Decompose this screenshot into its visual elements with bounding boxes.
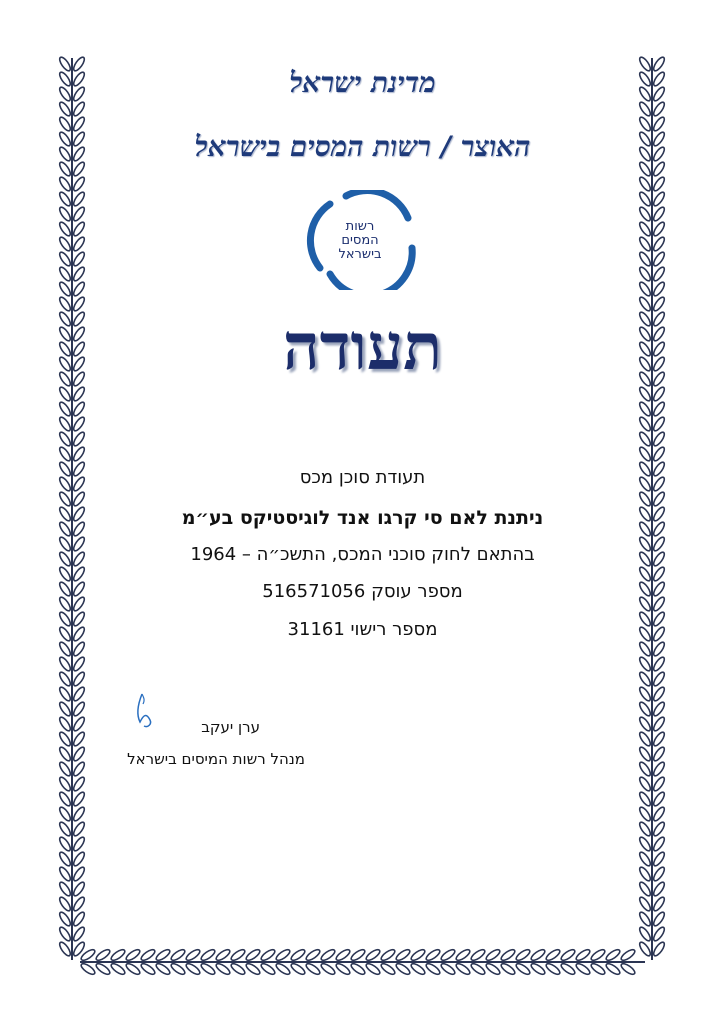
laurel-leaf [72, 416, 86, 433]
laurel-leaf [652, 671, 666, 688]
laurel-leaf [72, 881, 86, 898]
laurel-leaf [485, 948, 502, 962]
laurel-leaf [620, 962, 637, 976]
laurel-leaf [72, 386, 86, 403]
laurel-leaf [58, 401, 72, 418]
laurel-leaf [215, 948, 232, 962]
laurel-leaf [500, 962, 517, 976]
signature [130, 690, 160, 730]
laurel-leaf [275, 962, 292, 976]
laurel-leaf [95, 962, 112, 976]
laurel-leaf [638, 446, 652, 463]
laurel-leaf [638, 761, 652, 778]
laurel-leaf [425, 962, 442, 976]
laurel-leaf [620, 948, 637, 962]
laurel-leaf [260, 948, 277, 962]
laurel-leaf [638, 221, 652, 238]
laurel-leaf [530, 962, 547, 976]
laurel-leaf [58, 671, 72, 688]
laurel-leaf [652, 281, 666, 298]
laurel-leaf [440, 962, 457, 976]
laurel-leaf [652, 176, 666, 193]
logo-line-1: רשות [345, 219, 375, 234]
laurel-leaf [72, 926, 86, 943]
laurel-leaf [652, 101, 666, 118]
laurel-leaf [58, 491, 72, 508]
laurel-leaf [58, 761, 72, 778]
laurel-leaf [58, 911, 72, 928]
laurel-leaf [72, 176, 86, 193]
laurel-leaf [638, 281, 652, 298]
laurel-leaf [638, 866, 652, 883]
logo-text [320, 220, 400, 262]
laurel-leaf [140, 948, 157, 962]
laurel-leaf [72, 746, 86, 763]
laurel-leaf [58, 836, 72, 853]
laurel-leaf [652, 776, 666, 793]
laurel-leaf [380, 948, 397, 962]
laurel-leaf [638, 686, 652, 703]
laurel-leaf [395, 962, 412, 976]
laurel-leaf [185, 948, 202, 962]
business-number-line: מספר עוסק 516571056 [262, 581, 463, 602]
laurel-leaf [72, 401, 86, 418]
laurel-leaf [395, 948, 412, 962]
bottom-laurel-vine [80, 948, 645, 976]
laurel-leaf [638, 851, 652, 868]
laurel-leaf [170, 948, 187, 962]
laurel-leaf [72, 896, 86, 913]
laurel-leaf [638, 641, 652, 658]
laurel-leaf [125, 948, 142, 962]
laurel-leaf [260, 962, 277, 976]
laurel-leaf [605, 962, 622, 976]
laurel-leaf [652, 206, 666, 223]
laurel-leaf [72, 566, 86, 583]
laurel-leaf [58, 716, 72, 733]
laurel-leaf [652, 446, 666, 463]
laurel-leaf [638, 911, 652, 928]
laurel-leaf [58, 806, 72, 823]
laurel-leaf [72, 656, 86, 673]
laurel-leaf [652, 491, 666, 508]
laurel-leaf [652, 746, 666, 763]
laurel-leaf [638, 416, 652, 433]
laurel-leaf [638, 791, 652, 808]
laurel-leaf [335, 948, 352, 962]
laurel-leaf [638, 266, 652, 283]
laurel-leaf [652, 806, 666, 823]
laurel-leaf [652, 656, 666, 673]
certificate-title: תעודה [282, 310, 443, 385]
laurel-leaf [58, 266, 72, 283]
laurel-leaf [200, 948, 217, 962]
laurel-leaf [58, 731, 72, 748]
laurel-leaf [652, 761, 666, 778]
laurel-leaf [638, 836, 652, 853]
laurel-leaf [58, 926, 72, 943]
laurel-leaf [72, 821, 86, 838]
laurel-leaf [290, 962, 307, 976]
laurel-leaf [638, 176, 652, 193]
laurel-leaf [140, 962, 157, 976]
laurel-leaf [590, 962, 607, 976]
laurel-leaf [72, 791, 86, 808]
laurel-leaf [652, 716, 666, 733]
laurel-leaf [638, 881, 652, 898]
certificate-type: תעודת סוכן מכס [299, 467, 426, 488]
laurel-leaf [72, 266, 86, 283]
laurel-leaf [72, 221, 86, 238]
laurel-leaf [638, 821, 652, 838]
laurel-leaf [72, 206, 86, 223]
laurel-leaf [638, 206, 652, 223]
laurel-leaf [638, 386, 652, 403]
laurel-leaf [200, 962, 217, 976]
laurel-leaf [560, 948, 577, 962]
laurel-leaf [470, 962, 487, 976]
laurel-leaf [72, 701, 86, 718]
laurel-leaf [455, 962, 472, 976]
laurel-leaf [350, 962, 367, 976]
laurel-leaf [58, 881, 72, 898]
laurel-leaf [515, 948, 532, 962]
laurel-leaf [638, 101, 652, 118]
laurel-leaf [72, 446, 86, 463]
laurel-leaf [58, 221, 72, 238]
laurel-leaf [230, 962, 247, 976]
laurel-leaf [58, 101, 72, 118]
laurel-leaf [58, 821, 72, 838]
laurel-leaf [58, 941, 72, 958]
laurel-leaf [72, 806, 86, 823]
laurel-leaf [638, 191, 652, 208]
laurel-leaf [72, 836, 86, 853]
laurel-leaf [58, 896, 72, 913]
laurel-leaf [230, 948, 247, 962]
laurel-leaf [638, 776, 652, 793]
laurel-leaf [58, 701, 72, 718]
laurel-leaf [410, 948, 427, 962]
laurel-leaf [638, 566, 652, 583]
laurel-leaf [72, 236, 86, 253]
laurel-leaf [58, 431, 72, 448]
legal-basis-line: בהתאם לחוק סוכני המכס, התשכ״ה – 1964 [190, 544, 535, 565]
laurel-leaf [638, 806, 652, 823]
laurel-leaf [58, 281, 72, 298]
laurel-leaf [110, 962, 127, 976]
laurel-leaf [72, 491, 86, 508]
laurel-leaf [470, 948, 487, 962]
laurel-leaf [590, 948, 607, 962]
laurel-leaf [58, 566, 72, 583]
laurel-leaf [58, 746, 72, 763]
laurel-leaf [58, 686, 72, 703]
laurel-leaf [350, 948, 367, 962]
laurel-leaf [72, 281, 86, 298]
ministry-heading: האוצר / רשות המסים בישראל [194, 130, 531, 163]
laurel-leaf [638, 701, 652, 718]
laurel-leaf [72, 731, 86, 748]
laurel-leaf [638, 896, 652, 913]
laurel-leaf [652, 866, 666, 883]
laurel-leaf [638, 746, 652, 763]
laurel-leaf [638, 941, 652, 958]
laurel-leaf [652, 911, 666, 928]
laurel-leaf [365, 948, 382, 962]
recipient-line: ניתנת לאם סי קרגו אנד לוגיסטיקס בע״מ [181, 507, 544, 529]
laurel-leaf [560, 962, 577, 976]
laurel-leaf [95, 948, 112, 962]
laurel-leaf [58, 776, 72, 793]
laurel-leaf [72, 671, 86, 688]
laurel-leaf [365, 962, 382, 976]
laurel-leaf [652, 791, 666, 808]
laurel-leaf [638, 731, 652, 748]
laurel-leaf [80, 962, 97, 976]
laurel-leaf [58, 791, 72, 808]
laurel-leaf [72, 761, 86, 778]
laurel-leaf [110, 948, 127, 962]
laurel-leaf [305, 962, 322, 976]
laurel-leaf [652, 236, 666, 253]
laurel-leaf [545, 962, 562, 976]
laurel-leaf [638, 401, 652, 418]
laurel-leaf [72, 641, 86, 658]
laurel-leaf [652, 266, 666, 283]
laurel-leaf [245, 962, 262, 976]
laurel-leaf [652, 401, 666, 418]
laurel-leaf [58, 851, 72, 868]
laurel-leaf [575, 948, 592, 962]
laurel-leaf [125, 962, 142, 976]
laurel-leaf [58, 236, 72, 253]
laurel-leaf [652, 686, 666, 703]
laurel-leaf [335, 962, 352, 976]
laurel-leaf [638, 251, 652, 268]
laurel-leaf [58, 641, 72, 658]
logo-line-2: המסים [341, 233, 379, 248]
laurel-leaf [652, 386, 666, 403]
laurel-leaf [58, 386, 72, 403]
laurel-leaf [72, 911, 86, 928]
signatory-title: מנהל רשות המיסים בישראל [127, 750, 305, 768]
license-number-line: מספר רישוי 31161 [287, 619, 438, 640]
laurel-leaf [652, 221, 666, 238]
laurel-leaf [320, 948, 337, 962]
laurel-leaf [275, 948, 292, 962]
laurel-leaf [185, 962, 202, 976]
laurel-leaf [652, 701, 666, 718]
laurel-leaf [72, 716, 86, 733]
laurel-leaf [638, 716, 652, 733]
laurel-leaf [72, 101, 86, 118]
laurel-leaf [155, 962, 172, 976]
laurel-leaf [380, 962, 397, 976]
state-heading: מדינת ישראל [289, 66, 436, 99]
signatory-name: ערן יעקב [201, 718, 260, 736]
laurel-leaf [320, 962, 337, 976]
laurel-leaf [545, 948, 562, 962]
laurel-leaf [652, 941, 666, 958]
laurel-leaf [652, 821, 666, 838]
laurel-leaf [58, 251, 72, 268]
laurel-leaf [455, 948, 472, 962]
laurel-leaf [72, 776, 86, 793]
laurel-leaf [170, 962, 187, 976]
laurel-leaf [290, 948, 307, 962]
laurel-leaf [58, 416, 72, 433]
laurel-leaf [58, 656, 72, 673]
laurel-leaf [215, 962, 232, 976]
laurel-leaf [410, 962, 427, 976]
laurel-leaf [72, 431, 86, 448]
laurel-leaf [638, 926, 652, 943]
laurel-leaf [245, 948, 262, 962]
laurel-leaf [652, 251, 666, 268]
laurel-leaf [652, 641, 666, 658]
laurel-leaf [638, 491, 652, 508]
laurel-leaf [485, 962, 502, 976]
laurel-leaf [530, 948, 547, 962]
laurel-leaf [652, 836, 666, 853]
laurel-leaf [440, 948, 457, 962]
laurel-leaf [638, 656, 652, 673]
laurel-leaf [72, 851, 86, 868]
laurel-leaf [605, 948, 622, 962]
laurel-leaf [425, 948, 442, 962]
laurel-leaf [638, 236, 652, 253]
laurel-leaf [575, 962, 592, 976]
laurel-leaf [155, 948, 172, 962]
laurel-leaf [58, 446, 72, 463]
laurel-leaf [72, 251, 86, 268]
laurel-leaf [72, 686, 86, 703]
laurel-leaf [652, 566, 666, 583]
laurel-leaf [72, 191, 86, 208]
logo-line-3: בישראל [338, 247, 382, 262]
laurel-leaf [638, 671, 652, 688]
laurel-leaf [652, 731, 666, 748]
laurel-leaf [652, 431, 666, 448]
laurel-leaf [652, 896, 666, 913]
laurel-leaf [652, 926, 666, 943]
laurel-leaf [58, 176, 72, 193]
laurel-leaf [652, 191, 666, 208]
laurel-leaf [500, 948, 517, 962]
laurel-leaf [638, 431, 652, 448]
laurel-leaf [652, 881, 666, 898]
laurel-leaf [515, 962, 532, 976]
laurel-leaf [58, 866, 72, 883]
laurel-leaf [305, 948, 322, 962]
laurel-leaf [58, 206, 72, 223]
laurel-leaf [652, 851, 666, 868]
laurel-leaf [58, 191, 72, 208]
laurel-leaf [652, 416, 666, 433]
laurel-leaf [72, 866, 86, 883]
